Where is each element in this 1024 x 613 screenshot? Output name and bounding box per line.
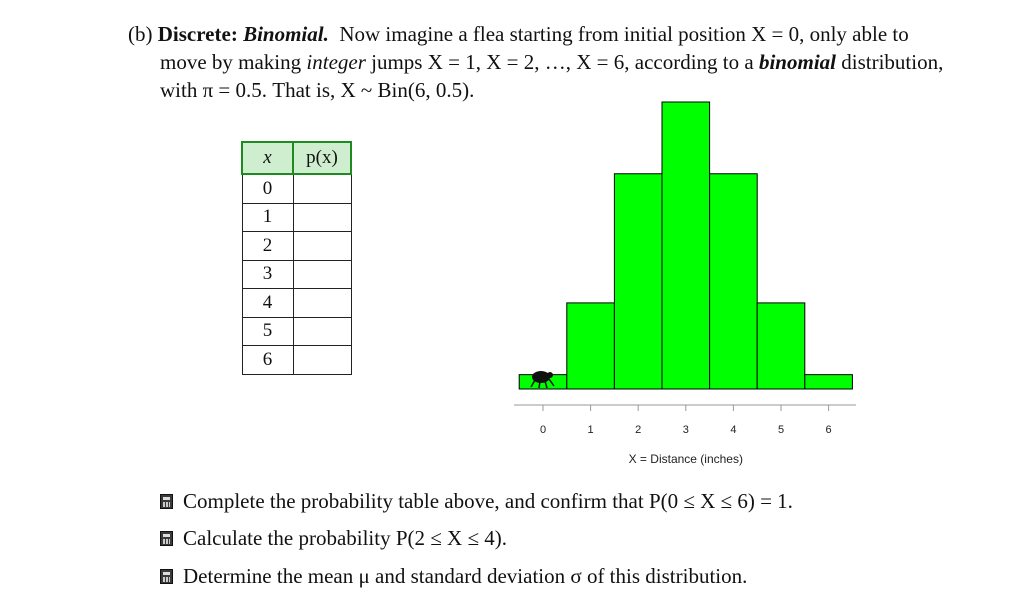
binomial-histogram: [500, 95, 870, 475]
calculator-icon: [160, 569, 173, 584]
statement-line-3: with π = 0.5. That is, X ~ Bin(6, 0.5).: [160, 78, 475, 102]
task-text: Complete the probability table above, and confirm that P(0 ≤ X ≤ 6) = 1.: [183, 489, 793, 513]
x-tick-label: 0: [539, 424, 547, 436]
table-header-x: x: [242, 142, 293, 174]
task-item: [160, 489, 793, 514]
table-row: [242, 232, 351, 261]
x-tick-label: 4: [730, 424, 737, 436]
histogram-bar: [567, 303, 615, 389]
table-row: [242, 174, 351, 203]
statement-line-1: [128, 20, 909, 48]
statement-text-2a: move by making: [160, 50, 302, 74]
statement-line-2: [160, 48, 943, 76]
x-tick-label: 3: [682, 424, 689, 436]
task-item: [160, 526, 507, 551]
x-tick-label: 5: [777, 424, 785, 436]
table-row: [242, 317, 351, 346]
histogram-bar: [662, 102, 710, 389]
table-cell-px[interactable]: [293, 174, 351, 203]
table-row: [242, 260, 351, 289]
x-tick-label: 1: [587, 424, 594, 436]
probability-table: [241, 141, 352, 375]
histogram-bar: [805, 375, 853, 389]
statement-text-2b: jumps X = 1, X = 2, …, X = 6, according to a: [371, 50, 754, 74]
table-cell-x: 4: [242, 289, 293, 318]
calculator-icon: [160, 494, 173, 509]
table-row: [242, 346, 351, 375]
x-axis-label: X = Distance (inches): [628, 452, 743, 466]
table-row: [242, 203, 351, 232]
task-text: Determine the mean μ and standard deviation σ of this distribution.: [183, 564, 748, 588]
table-cell-px[interactable]: [293, 260, 351, 289]
table-cell-px[interactable]: [293, 317, 351, 346]
table-cell-x: 2: [242, 232, 293, 261]
calculator-icon: [160, 531, 173, 546]
histogram-bar: [757, 303, 805, 389]
table-cell-px[interactable]: [293, 232, 351, 261]
table-cell-x: 3: [242, 260, 293, 289]
statement-emph-integer: integer: [306, 50, 366, 74]
table-row: [242, 289, 351, 318]
table-cell-x: 1: [242, 203, 293, 232]
table-cell-x: 5: [242, 317, 293, 346]
section-heading: Discrete:: [157, 22, 238, 46]
histogram-bar: [710, 174, 758, 389]
table-cell-px[interactable]: [293, 289, 351, 318]
statement-text-2c: distribution,: [841, 50, 944, 74]
task-text: Calculate the probability P(2 ≤ X ≤ 4).: [183, 526, 507, 550]
task-item: [160, 564, 747, 589]
table-cell-x: 6: [242, 346, 293, 375]
histogram-bar: [614, 174, 662, 389]
table-header-px: p(x): [293, 142, 351, 174]
table-cell-x: 0: [242, 174, 293, 203]
table-cell-px[interactable]: [293, 203, 351, 232]
x-tick-label: 2: [635, 424, 642, 436]
statement-emph-binomial: binomial: [758, 50, 836, 74]
statement-text-1: Now imagine a flea starting from initial position X = 0, only able to: [339, 22, 909, 46]
x-tick-label: 6: [825, 424, 832, 436]
table-cell-px[interactable]: [293, 346, 351, 375]
part-label: (b): [128, 22, 153, 46]
section-heading-emph: Binomial.: [243, 22, 329, 46]
